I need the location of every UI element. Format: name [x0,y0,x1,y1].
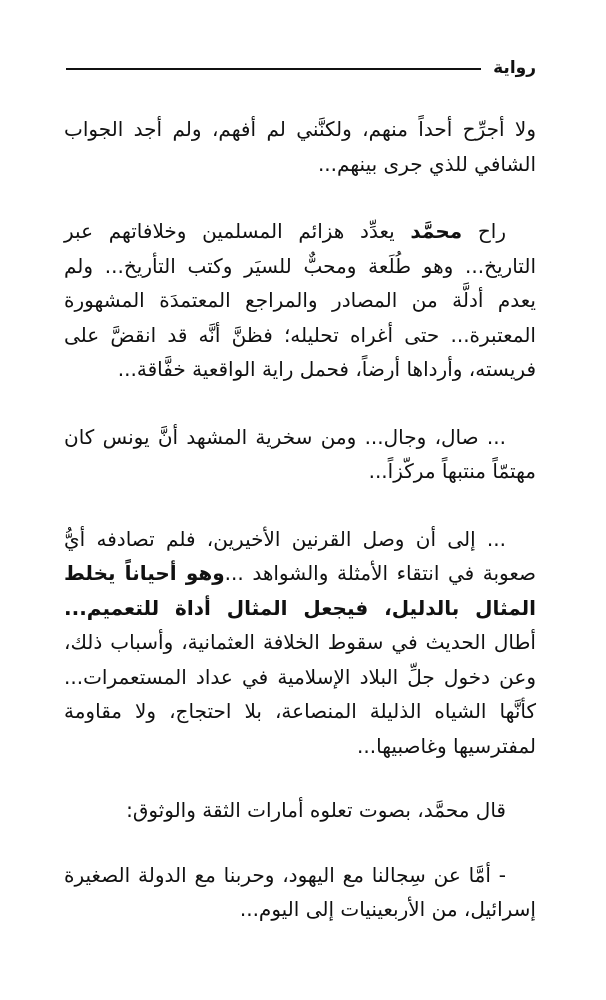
running-header [66,56,536,80]
paragraph-6 [64,858,536,927]
paragraph-2-bold-name: محمَّد [410,219,463,243]
header-title: رواية [493,58,536,78]
paragraph-3 [64,420,536,489]
paragraph-2-text-start: راح [462,219,506,243]
paragraph-1-text: ولا أجرِّح أحداً منهم، ولكنَّني لم أفهم، ولم أجد الجواب الشافي للذي جرى بينهم... [64,117,536,176]
paragraph-5-text: قال محمَّد، بصوت تعلوه أمارات الثقة والوثوق: [126,798,506,822]
paragraph-4-bold-text: وهو أحياناً يخلط المثال بالدليل، فيجعل المثال أداة للتعميم... [64,561,536,620]
paragraph-4 [64,522,536,764]
page-body [64,112,536,927]
header-rule [66,68,481,70]
paragraph-4-text-start: ... إلى أن وصل القرنين الأخيرين، فلم تصادفه أيُّ صعوبة في انتقاء الأمثلة والشواهد ... [64,526,536,585]
paragraph-5 [64,793,536,828]
paragraph-4-text-end: أطال الحديث في سقوط الخلافة العثمانية، وأسباب ذلك، وعن دخول جلِّ البلاد الإسلامية في عداد المستعمرات... كأنَّها الشياه الذليلة المنصاعة، بلا احتجاج، ولا مقاومة لمفترسيها وغاصبيها... [64,630,536,758]
paragraph-1 [64,112,536,181]
paragraph-3-text: ... صال، وجال... ومن سخرية المشهد أنَّ يونس كان مهتمّاً منتبهاً مركّزاً... [64,424,536,483]
paragraph-2 [64,214,536,387]
paragraph-2-text-end: يعدِّد هزائم المسلمين وخلافاتهم عبر التاريخ... وهو طُلَعة ومحبٌّ للسيَر وكتب التأريخ... ولم يعدم أدلَّة من المصادر والمراجع المعتمدَة المشهورة المعتبرة... حتى أغراه تحليله؛ فظنَّ أنَّه قد انقضَّ على فريسته، وأرداها أرضاً، فحمل راية الواقعية خفَّاقة... [64,219,536,381]
paragraph-6-text: - أمَّا عن سِجالنا مع اليهود، وحربنا مع الدولة الصغيرة إسرائيل، من الأربعينيات إلى اليوم... [64,862,536,921]
